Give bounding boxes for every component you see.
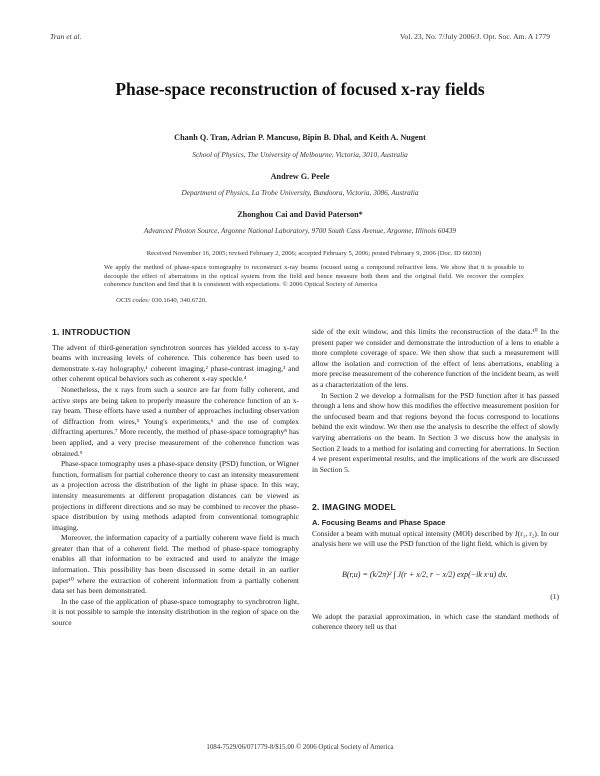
paragraph: Phase-space tomography uses a phase-space density (PSD) function, or Wigner function, formalism for partial coherence theory to cast an intensity measurement as a projection across the distribution of the light in phase space. In this way, intensity measurements at different propagation distances can be viewed as projections in different directions and so may be combined to recover the phase-space distribution by using methods adapted from conventional tomographic imaging. [52, 459, 299, 532]
running-header-authors: Tran et al. [50, 32, 82, 41]
paragraph: Moreover, the information capacity of a partially coherent wave field is much greater than that of a coherent field. The method of phase-space tomography enables all that information to be extracted and used to analyze the image information. This possibility has been discussed in some detail in an earlier paper¹⁰ where the extraction of coherent information from a partially coherent data set has been demonstrated. [52, 533, 299, 596]
affiliation-melbourne: School of Physics, The University of Melbourne, Victoria, 3010, Australia [192, 150, 408, 159]
subsection-heading-focusing: A. Focusing Beams and Phase Space [312, 517, 446, 527]
equation-body: B(r,u) = (k/2π)² ∫ J(r + x/2, r − x/2) exp(−ik x·u) dx. [342, 569, 508, 579]
section-spacer [312, 475, 559, 502]
ocis-codes [116, 297, 207, 304]
author-group-argonne: Zhonghou Cai and David Paterson* [237, 210, 363, 219]
received-dates: Received November 16, 2005; revised February 2, 2006; accepted February 5, 2006; posted February 9, 2006 (Doc. ID 66030) [146, 250, 482, 257]
paragraph: We adopt the paraxial approximation, in which case the standard methods of coherence theory tell us that [312, 611, 559, 632]
author-group-latrobe: Andrew G. Peele [270, 172, 330, 181]
equation-number: (1) [550, 591, 559, 601]
paragraph: Nonetheless, the x rays from such a source are far from fully coherent, and active steps are being taken to properly measure the coherence function of an x-ray beam. These efforts have used a number of approaches including observation of diffraction from wires,⁵ Young's experiments,⁶ and the use of complex diffracting apertures.⁷ More recently, the method of phase-space tomography⁸ has been applied, and a very precise measurement of the coherence function was obtained.⁹ [52, 384, 299, 458]
paragraph: The advent of third-generation synchrotron sources has yielded access to x-ray beams with increasing levels of coherence. This coherence has been used to demonstrate x-ray holography,¹ coherent imaging,² phase-contrast imaging,³ and other coherent optical behaviors such as coherent x-ray speckle.⁴ [52, 342, 299, 384]
paragraph: Consider a beam with mutual optical intensity (MOI) described by J(r₁, r₂). In our analysis here we will use the PSD function of the light field, which is given by [312, 528, 559, 549]
left-column [52, 327, 299, 629]
paragraph: In the case of the application of phase-space tomography to synchrotron light, it is not possible to sample the intensity distribution in the region of space on the source [52, 596, 299, 628]
section-heading-introduction: 1. INTRODUCTION [52, 327, 131, 337]
right-column [312, 327, 559, 633]
equation-1 [312, 556, 559, 608]
running-header-journal: Vol. 23, No. 7/July 2006/J. Opt. Soc. Am. A 1779 [399, 32, 550, 41]
ocis-values: 030.1640, 340.6720. [151, 297, 207, 304]
abstract: We apply the method of phase-space tomography to reconstruct x-ray beams focused using a compound refractive lens. We show that it is possible to decouple the effect of aberrations in the optical system from the field and hence measure both them and the original field. We recover the complex coherence function and find that it is consistent with expectations. © 2006 Optical Society of America [104, 264, 524, 289]
ocis-label: OCIS codes: [116, 297, 150, 304]
author-group-melbourne: Chanh Q. Tran, Adrian P. Mancuso, Bipin B. Dhal, and Keith A. Nugent [174, 133, 426, 142]
paper-title: Phase-space reconstruction of focused x-ray fields [115, 79, 485, 99]
section-heading-imaging-model: 2. IMAGING MODEL [312, 502, 396, 513]
copyright-footer: 1084-7529/06/071779-8/$15.00 © 2006 Optical Society of America [206, 744, 394, 751]
paragraph: side of the exit window, and this limits the reconstruction of the data.¹⁰ In the present paper we consider and demonstrate the introduction of a lens to enable a more complete coverage of space. We then show that such a measurement will allow the isolation and correction of the effect of lens aberrations, enabling a more precise measurement of the coherence function of the incident beam, as well as a characterization of the lens. [312, 327, 559, 389]
paragraph: In Section 2 we develop a formalism for the PSD function after it has passed through a lens and show how this modifies the effective measurement position for the unfocused beam and that regions beyond the focus correspond to locations behind the exit window. We then use the analysis to describe the effect of slowly varying aberrations on the beam. In Section 3 we discuss how the analysis in Section 2 leads to a method for isolating and correcting for aberrations. In Section 4 we present experimental results, and the implications of the work are discussed in Section 5. [312, 390, 559, 474]
affiliation-latrobe: Department of Physics, La Trobe University, Bundoora, Victoria, 3086, Australia [181, 188, 419, 197]
affiliation-argonne: Advanced Photon Source, Argonne National Laboratory, 9700 South Cass Avenue, Argonne, Illinois 60439 [143, 226, 457, 235]
